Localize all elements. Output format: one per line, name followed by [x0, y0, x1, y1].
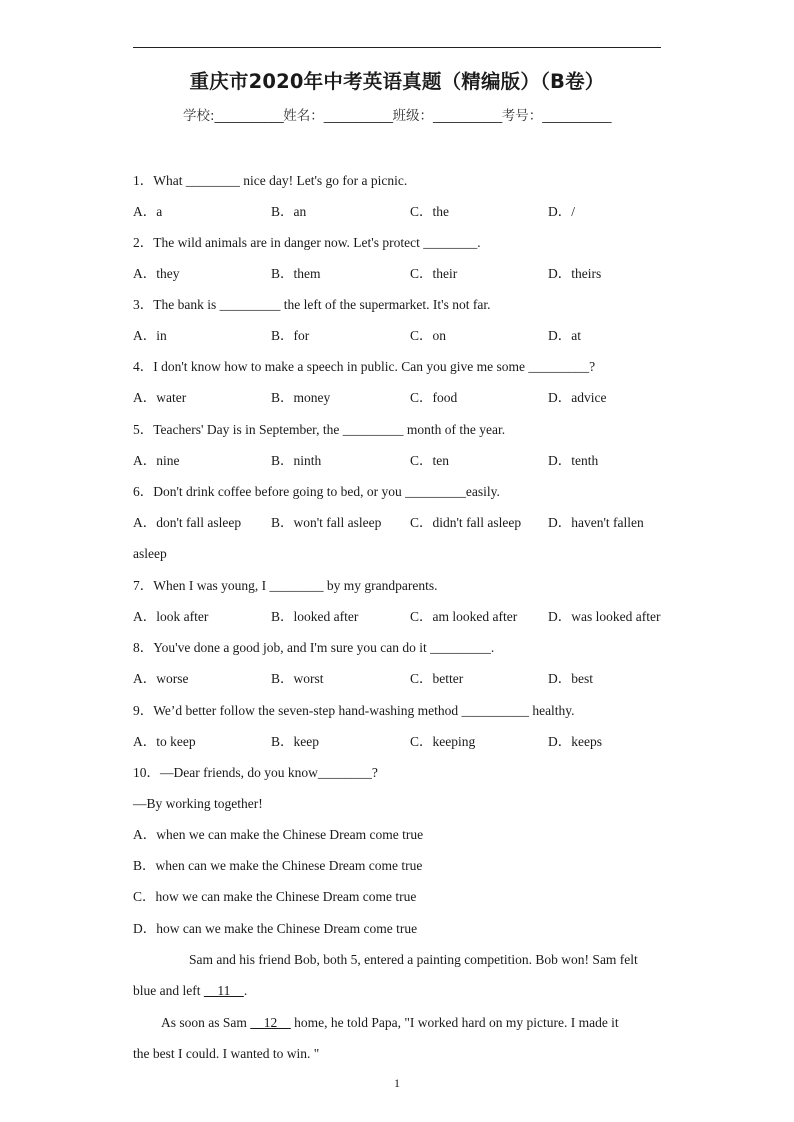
question-6-option-b: B．won't fall asleep — [271, 515, 382, 530]
question-4-option-c: C．food — [410, 390, 458, 405]
passage-text: As soon as Sam — [161, 1015, 251, 1030]
question-3-option-a: A．in — [133, 328, 167, 343]
question-5-option-b: B．ninth — [271, 453, 322, 468]
question-10-option-b: B．when can we make the Chinese Dream come true — [133, 858, 423, 873]
passage-text: . — [243, 983, 248, 998]
top-rule — [133, 47, 661, 48]
question-1-option-b: B．an — [271, 204, 307, 219]
question-6-option-d-wrap: asleep — [133, 546, 167, 561]
question-7-option-c: C．am looked after — [410, 609, 518, 624]
question-4-option-a: A．water — [133, 390, 187, 405]
question-9-option-c: C．keeping — [410, 734, 476, 749]
question-10-option-c: C．how we can make the Chinese Dream come true — [133, 889, 417, 904]
school-label: 学校: — [182, 108, 215, 124]
student-info — [0, 104, 794, 124]
number-label: 考号： — [501, 108, 543, 124]
school-blank: ___________ — [214, 108, 284, 124]
question-3-stem: 3．The bank is _________ the left of the supermarket. It's not far. — [133, 297, 491, 312]
question-2-option-d: D．theirs — [548, 266, 602, 281]
question-4-option-b: B．money — [271, 390, 331, 405]
question-9-option-d: D．keeps — [548, 734, 602, 749]
passage-paragraph-1-line-2 — [133, 982, 247, 1000]
question-9-stem: 9．We’d better follow the seven-step hand-washing method __________ healthy. — [133, 703, 575, 718]
question-6-stem: 6．Don't drink coffee before going to bed, or you _________easily. — [133, 484, 500, 499]
passage-paragraph-2-line-2: the best I could. I wanted to win. " — [133, 1046, 320, 1061]
question-8-option-a: A．worse — [133, 671, 189, 686]
question-8-stem: 8．You've done a good job, and I'm sure you can do it _________. — [133, 640, 495, 655]
question-8-option-b: B．worst — [271, 671, 324, 686]
question-4-stem: 4．I don't know how to make a speech in public. Can you give me some _________? — [133, 359, 596, 374]
question-10-stem: 10．—Dear friends, do you know________? — [133, 765, 378, 780]
question-7-option-a: A．look after — [133, 609, 209, 624]
blank-11: 11 — [203, 983, 244, 998]
question-5-option-c: C．ten — [410, 453, 449, 468]
question-6-option-d: D．haven't fallen — [548, 515, 644, 530]
question-6-option-c: C．didn't fall asleep — [410, 515, 522, 530]
question-2-option-c: C．their — [410, 266, 458, 281]
passage-text: blue and left — [133, 983, 204, 998]
question-1-option-a: A．a — [133, 204, 163, 219]
question-8-option-c: C．better — [410, 671, 464, 686]
blank-12: 12 — [250, 1015, 291, 1030]
question-10-reply: —By working together! — [133, 796, 263, 811]
passage-paragraph-1-line-1: Sam and his friend Bob, both 5, entered a painting competition. Bob won! Sam felt — [189, 952, 638, 967]
question-1-option-d: D．/ — [548, 204, 575, 219]
passage-paragraph-2-line-1 — [161, 1014, 619, 1032]
question-3-option-d: D．at — [548, 328, 581, 343]
question-4-option-d: D．advice — [548, 390, 607, 405]
question-3-option-c: C．on — [410, 328, 447, 343]
page-title: 重庆市2020年中考英语真题（精编版）（B卷） — [189, 70, 605, 93]
question-2-option-a: A．they — [133, 266, 180, 281]
class-label: 班级： — [392, 108, 434, 124]
question-9-option-b: B．keep — [271, 734, 319, 749]
question-7-stem: 7．When I was young, I ________ by my grandparents. — [133, 578, 438, 593]
name-blank: ___________ — [323, 108, 393, 124]
question-2-option-b: B．them — [271, 266, 321, 281]
question-7-option-b: B．looked after — [271, 609, 359, 624]
question-7-option-d: D．was looked after — [548, 609, 661, 624]
passage-text: home, he told Papa, "I worked hard on my picture. I made it — [290, 1015, 619, 1030]
question-8-option-d: D．best — [548, 671, 593, 686]
class-blank: ___________ — [433, 108, 502, 124]
question-1-option-c: C．the — [410, 204, 449, 219]
question-10-option-a: A．when we can make the Chinese Dream come true — [133, 827, 424, 842]
question-5-option-a: A．nine — [133, 453, 180, 468]
number-blank: ___________ — [542, 108, 612, 124]
question-2-stem: 2．The wild animals are in danger now. Let's protect ________. — [133, 235, 481, 250]
question-5-stem: 5．Teachers' Day is in September, the _________ month of the year. — [133, 422, 506, 437]
question-10-option-d: D．how can we make the Chinese Dream come true — [133, 921, 418, 936]
question-3-option-b: B．for — [271, 328, 310, 343]
question-6-option-a: A．don't fall asleep — [133, 515, 242, 530]
question-5-option-d: D．tenth — [548, 453, 599, 468]
question-9-option-a: A．to keep — [133, 734, 196, 749]
name-label: 姓名： — [283, 108, 324, 124]
page-number: 1 — [394, 1076, 400, 1090]
question-1-stem: 1．What ________ nice day! Let's go for a picnic. — [133, 173, 408, 188]
